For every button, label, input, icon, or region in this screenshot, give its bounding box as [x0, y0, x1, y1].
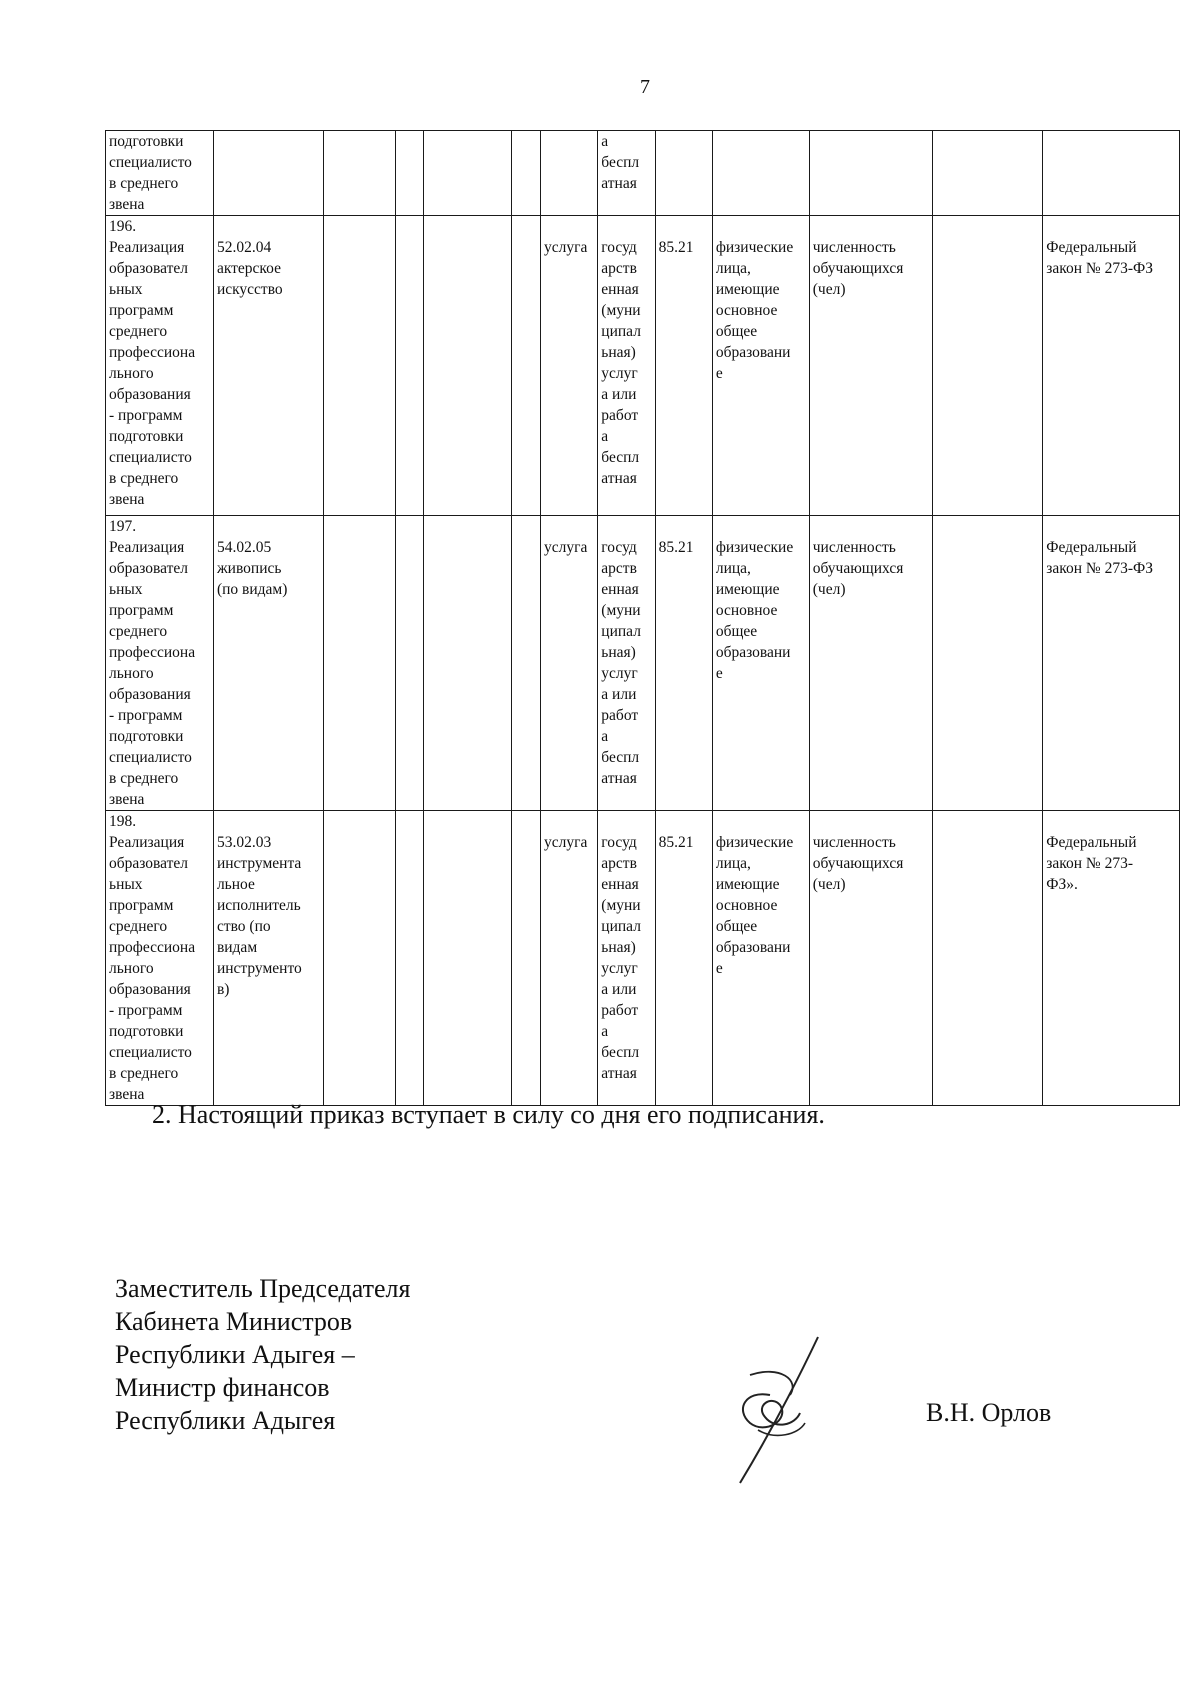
- table-cell: [1043, 216, 1180, 516]
- cell-text: численность обучающихся (чел): [812, 834, 904, 893]
- table-cell: [424, 216, 512, 516]
- cell-text: 53.02.03 инструмента льное исполнитель ство (по видам инструменто в): [216, 834, 302, 998]
- table-cell: [1043, 811, 1180, 1106]
- cell-text: физические лица, имеющие основное общее образовани е: [715, 239, 794, 382]
- table-cell: [424, 516, 512, 811]
- table-cell: [655, 516, 712, 811]
- table-cell: [395, 516, 424, 811]
- services-registry-table: [105, 130, 1180, 1106]
- table-cell: [324, 216, 396, 516]
- table-cell: [655, 216, 712, 516]
- table-cell: [395, 216, 424, 516]
- cell-text: 198. Реализация образовател ьных программ среднего профессиона льного образования - программ подготовки специалисто в среднего звена: [109, 813, 196, 1103]
- cell-text: 85.21: [658, 239, 694, 256]
- table-cell: [933, 516, 1043, 811]
- table-cell: [213, 516, 323, 811]
- table-cell: [324, 516, 396, 811]
- table-cell: [541, 131, 598, 216]
- signatory-title: Заместитель Председателя Кабинета Министров Республики Адыгея – Министр финансов Республики Адыгея: [115, 1274, 411, 1435]
- table-cell: [933, 216, 1043, 516]
- table-cell: [395, 811, 424, 1106]
- cell-text: численность обучающихся (чел): [812, 239, 904, 298]
- cell-text: 197. Реализация образовател ьных программ среднего профессиона льного образования - программ подготовки специалисто в среднего звена: [109, 518, 196, 808]
- cell-text: подготовки специалисто в среднего звена: [109, 133, 192, 213]
- table-cell: [712, 131, 809, 216]
- table-cell: [933, 811, 1043, 1106]
- cell-text: услуга: [544, 239, 588, 256]
- cell-text: а беспл атная: [601, 133, 640, 192]
- cell-text: Федеральный закон № 273-ФЗ: [1046, 539, 1154, 577]
- table-cell: [512, 131, 541, 216]
- table-cell: [324, 131, 396, 216]
- table-cell: [395, 131, 424, 216]
- table-cell: [809, 216, 932, 516]
- table-cell: [598, 811, 655, 1106]
- cell-text: госуд арств енная (муни ципал ьная) услуг а или работ а беспл атная: [601, 834, 641, 1082]
- table-cell: [106, 216, 214, 516]
- table-cell: [809, 516, 932, 811]
- table-cell: [712, 516, 809, 811]
- table-cell: [809, 131, 932, 216]
- table-cell: [424, 811, 512, 1106]
- order-paragraph: 2. Настоящий приказ вступает в силу со дня его подписания.: [152, 1100, 825, 1129]
- table-cell: [213, 216, 323, 516]
- table-cell: [213, 811, 323, 1106]
- table-cell: [541, 811, 598, 1106]
- cell-text: услуга: [544, 834, 588, 851]
- cell-text: госуд арств енная (муни ципал ьная) услуг а или работ а беспл атная: [601, 239, 641, 487]
- cell-text: численность обучающихся (чел): [812, 539, 904, 598]
- table-body: [106, 131, 1180, 1106]
- table-cell: [809, 811, 932, 1106]
- table-row: [106, 131, 1180, 216]
- table-cell: [712, 811, 809, 1106]
- table-cell: [106, 516, 214, 811]
- table-cell: [106, 131, 214, 216]
- handwritten-signature: [720, 1335, 830, 1485]
- cell-text: физические лица, имеющие основное общее образовани е: [715, 539, 794, 682]
- table-cell: [213, 131, 323, 216]
- table-cell: [933, 131, 1043, 216]
- table-row: [106, 516, 1180, 811]
- table-cell: [324, 811, 396, 1106]
- table-row: [106, 216, 1180, 516]
- table-cell: [712, 216, 809, 516]
- page-number: 7: [640, 76, 650, 98]
- cell-text: 85.21: [658, 834, 694, 851]
- table-cell: [598, 516, 655, 811]
- signer-name: В.Н. Орлов: [926, 1398, 1052, 1427]
- table-cell: [655, 811, 712, 1106]
- table-cell: [512, 811, 541, 1106]
- cell-text: Федеральный закон № 273- ФЗ».: [1046, 834, 1137, 893]
- cell-text: 54.02.05 живопись (по видам): [216, 539, 288, 598]
- cell-text: услуга: [544, 539, 588, 556]
- cell-text: 52.02.04 актерское искусство: [216, 239, 283, 298]
- cell-text: Федеральный закон № 273-ФЗ: [1046, 239, 1154, 277]
- table-row: [106, 811, 1180, 1106]
- table-cell: [424, 131, 512, 216]
- table-cell: [106, 811, 214, 1106]
- table-cell: [655, 131, 712, 216]
- table-cell: [512, 216, 541, 516]
- table-cell: [1043, 131, 1180, 216]
- cell-text: 85.21: [658, 539, 694, 556]
- table-cell: [598, 216, 655, 516]
- cell-text: физические лица, имеющие основное общее образовани е: [715, 834, 794, 977]
- table-cell: [541, 216, 598, 516]
- cell-text: 196. Реализация образовател ьных программ среднего профессиона льного образования - программ подготовки специалисто в среднего звена: [109, 218, 196, 508]
- cell-text: госуд арств енная (муни ципал ьная) услуг а или работ а беспл атная: [601, 539, 641, 787]
- table-cell: [598, 131, 655, 216]
- table-cell: [1043, 516, 1180, 811]
- table-cell: [541, 516, 598, 811]
- table-cell: [512, 516, 541, 811]
